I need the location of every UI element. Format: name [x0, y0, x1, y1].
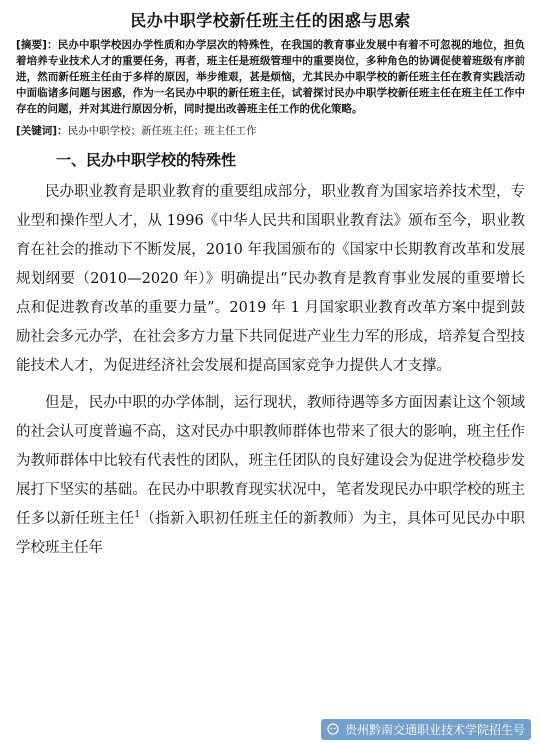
keywords-tag: [关键词]： [16, 125, 68, 137]
wechat-icon [327, 723, 341, 737]
abstract [16, 37, 525, 117]
keywords-text: 民办中职学校；新任班主任；班主任工作 [67, 125, 257, 137]
paragraph-2-before: 但是，民办中职的办学体制，运行现状，教师待遇等多方面因素让这个领域的社会认可度普遍不高，这对民办中职教师群体也带来了很大的影响，班主任作为教师群体中比较有代表性的团队，班主任团队的良好建设会为促进学校稳步发展打下坚实的基础。在民办中职教育现实状况中，笔者发现民办中职学校的班主任多以新任班主任 [16, 395, 525, 527]
article-title: 民办中职学校新任班主任的困惑与思索 [130, 11, 411, 30]
footnote-marker: 1 [134, 510, 141, 521]
abstract-tag: [摘要]： [16, 39, 58, 51]
paragraph-2 [16, 389, 525, 563]
paragraph-2-after: （指新入职初任班主任的新教师）为主，具体可见民办中职学校班主任年 [16, 511, 526, 556]
keywords [16, 123, 525, 139]
abstract-text: 民办中职学校因办学性质和办学层次的特殊性，在我国的教育事业发展中有着不可忽视的地位，担负着培养专业技术人才的重要任务，再者，班主任是班级管理中的重要岗位，多种角色的协调促使着班级有序前进，然而新任班主任由于多样的原因，举步维艰，甚是烦恼，尤其民办中职学校的新任班主任在教育实践活动中面临诸多问题与困惑，作为一名民办中职的新任班主任，试着探讨民办中职学校新任班主任在班主任工作中存在的问题，并对其进行原因分析，同时提出改善班主任工作的优化策略。 [16, 39, 525, 115]
paragraph-1: 民办职业教育是职业教育的重要组成部分，职业教育为国家培养技术型，专业型和操作型人才，从 1996《中华人民共和国职业教育法》颁布至今，职业教育在社会的推动下不断发展，2010 年我国颁布的《国家中长期教育改革和发展规划纲要（2010—2020 年）》明确提出“民办教育是教育事业发展的重要增长点和促进教育改革的重要力量”。2019 年 1 月国家职业教育改革方案中提到鼓励社会多元办学，在社会多方力量下共同促进产业生力军的形成，培养复合型技能技术人才，为促进经济社会发展和提高国家竞争力提供人才支撑。 [16, 184, 525, 374]
watermark-text: 贵州黔南交通职业技术学院招生号 [344, 723, 525, 737]
section-heading: 一、民办中职学校的特殊性 [56, 151, 237, 169]
watermark [321, 719, 531, 740]
